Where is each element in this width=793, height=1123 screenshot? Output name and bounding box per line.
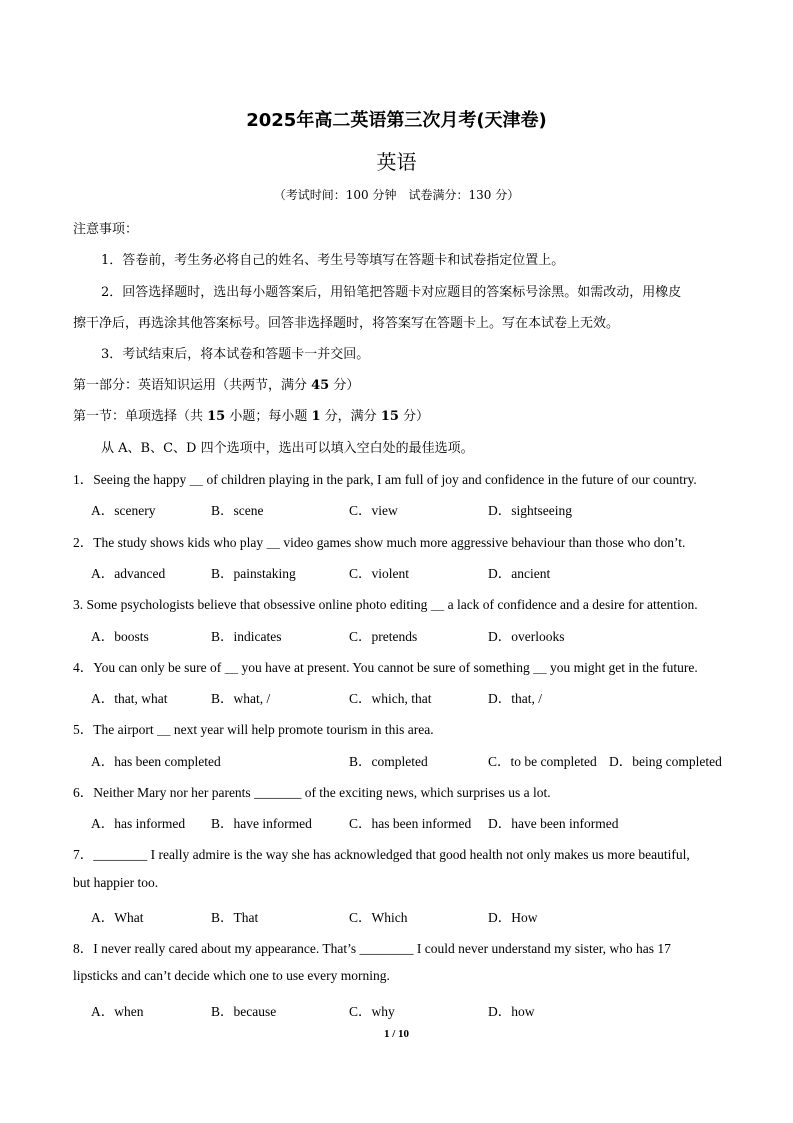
option-a: A．that, what (91, 691, 168, 706)
option-a: A．has been completed (91, 754, 221, 769)
option-b: B．scene (211, 503, 264, 518)
subject-heading: 英语 (376, 150, 417, 174)
option-b: B．have informed (211, 816, 312, 831)
note-item: 3．考试结束后，将本试卷和答题卡一并交回。 (101, 347, 370, 362)
option-c: C．why (349, 1004, 395, 1019)
question-stem: 6．Neither Mary nor her parents _______ of the exciting news, which surprises us a lot. (73, 785, 551, 800)
question-stem: 5．The airport ＿ next year will help promote tourism in this area. (73, 722, 434, 737)
note-item: 擦干净后，再选涂其他答案标号。回答非选择题时，将答案写在答题卡上。写在本试卷上无效。 (73, 316, 620, 331)
exam-title: 2025年高二英语第三次月考(天津卷) (246, 110, 547, 131)
option-c: C．has been informed (349, 816, 472, 831)
option-b: B．because (211, 1004, 277, 1019)
option-b: B．painstaking (211, 566, 296, 581)
option-a: A．scenery (91, 503, 156, 518)
option-a: A．has informed (91, 816, 186, 831)
option-d: D．that, / (488, 691, 542, 706)
option-d: D．How (488, 910, 538, 925)
option-b: B．completed (349, 754, 428, 769)
option-a: A．advanced (91, 566, 166, 581)
option-d: D．sightseeing (488, 503, 572, 518)
option-b: B．what, / (211, 691, 271, 706)
notes-heading: 注意事项： (73, 222, 139, 237)
question-stem: 4．You can only be sure of ＿ you have at present. You cannot be sure of something ＿ you might get in the future. (73, 660, 698, 675)
option-a: A．boosts (91, 629, 149, 644)
exam-meta: （考试时间：100 分钟 试卷满分：130 分） (273, 188, 520, 202)
note-item: 1．答卷前，考生务必将自己的姓名、考生号等填写在答题卡和试卷指定位置上。 (101, 253, 565, 268)
option-d: D．overlooks (488, 629, 565, 644)
question-stem: 3. Some psychologists believe that obsessive online photo editing ＿ a lack of confidence and a desire for attention. (73, 597, 698, 612)
page-number: 1 / 10 (383, 1028, 410, 1040)
option-c: C．which, that (349, 691, 432, 706)
section-one-heading: 第一节：单项选择（共 15 小题；每小题 1 分，满分 15 分） (73, 409, 430, 424)
question-stem: 1．Seeing the happy ＿ of children playing in the park, I am full of joy and confidence in the future of our country. (73, 472, 697, 487)
option-d: D．being completed (609, 754, 722, 769)
option-b: B．indicates (211, 629, 282, 644)
question-stem: 2．The study shows kids who play ＿ video games show much more aggressive behaviour than those who don’t. (73, 535, 686, 550)
option-c: C．view (349, 503, 398, 518)
question-stem-continued: lipsticks and can’t decide which one to use every morning. (73, 968, 390, 983)
option-c: C．violent (349, 566, 409, 581)
part-one-heading: 第一部分：英语知识运用（共两节，满分 45 分） (73, 378, 360, 393)
option-c: C．pretends (349, 629, 418, 644)
option-d: D．ancient (488, 566, 551, 581)
option-c: C．to be completed (488, 754, 597, 769)
option-b: B．That (211, 910, 259, 925)
question-stem-continued: but happier too. (73, 875, 159, 890)
note-item: 2．回答选择题时，选出每小题答案后，用铅笔把答题卡对应题目的答案标号涂黑。如需改动，用橡皮 (101, 285, 682, 300)
option-c: C．Which (349, 910, 408, 925)
option-a: A．when (91, 1004, 144, 1019)
question-stem: 7．________ I really admire is the way she has acknowledged that good health not only makes us more beautiful, (73, 847, 690, 862)
option-d: D．have been informed (488, 816, 619, 831)
option-d: D．how (488, 1004, 535, 1019)
instruction: 从 A、B、C、D 四个选项中，选出可以填入空白处的最佳选项。 (101, 441, 474, 456)
question-stem: 8．I never really cared about my appearance. That’s ________ I could never understand my sister, who has 17 (73, 941, 671, 956)
option-a: A．What (91, 910, 144, 925)
